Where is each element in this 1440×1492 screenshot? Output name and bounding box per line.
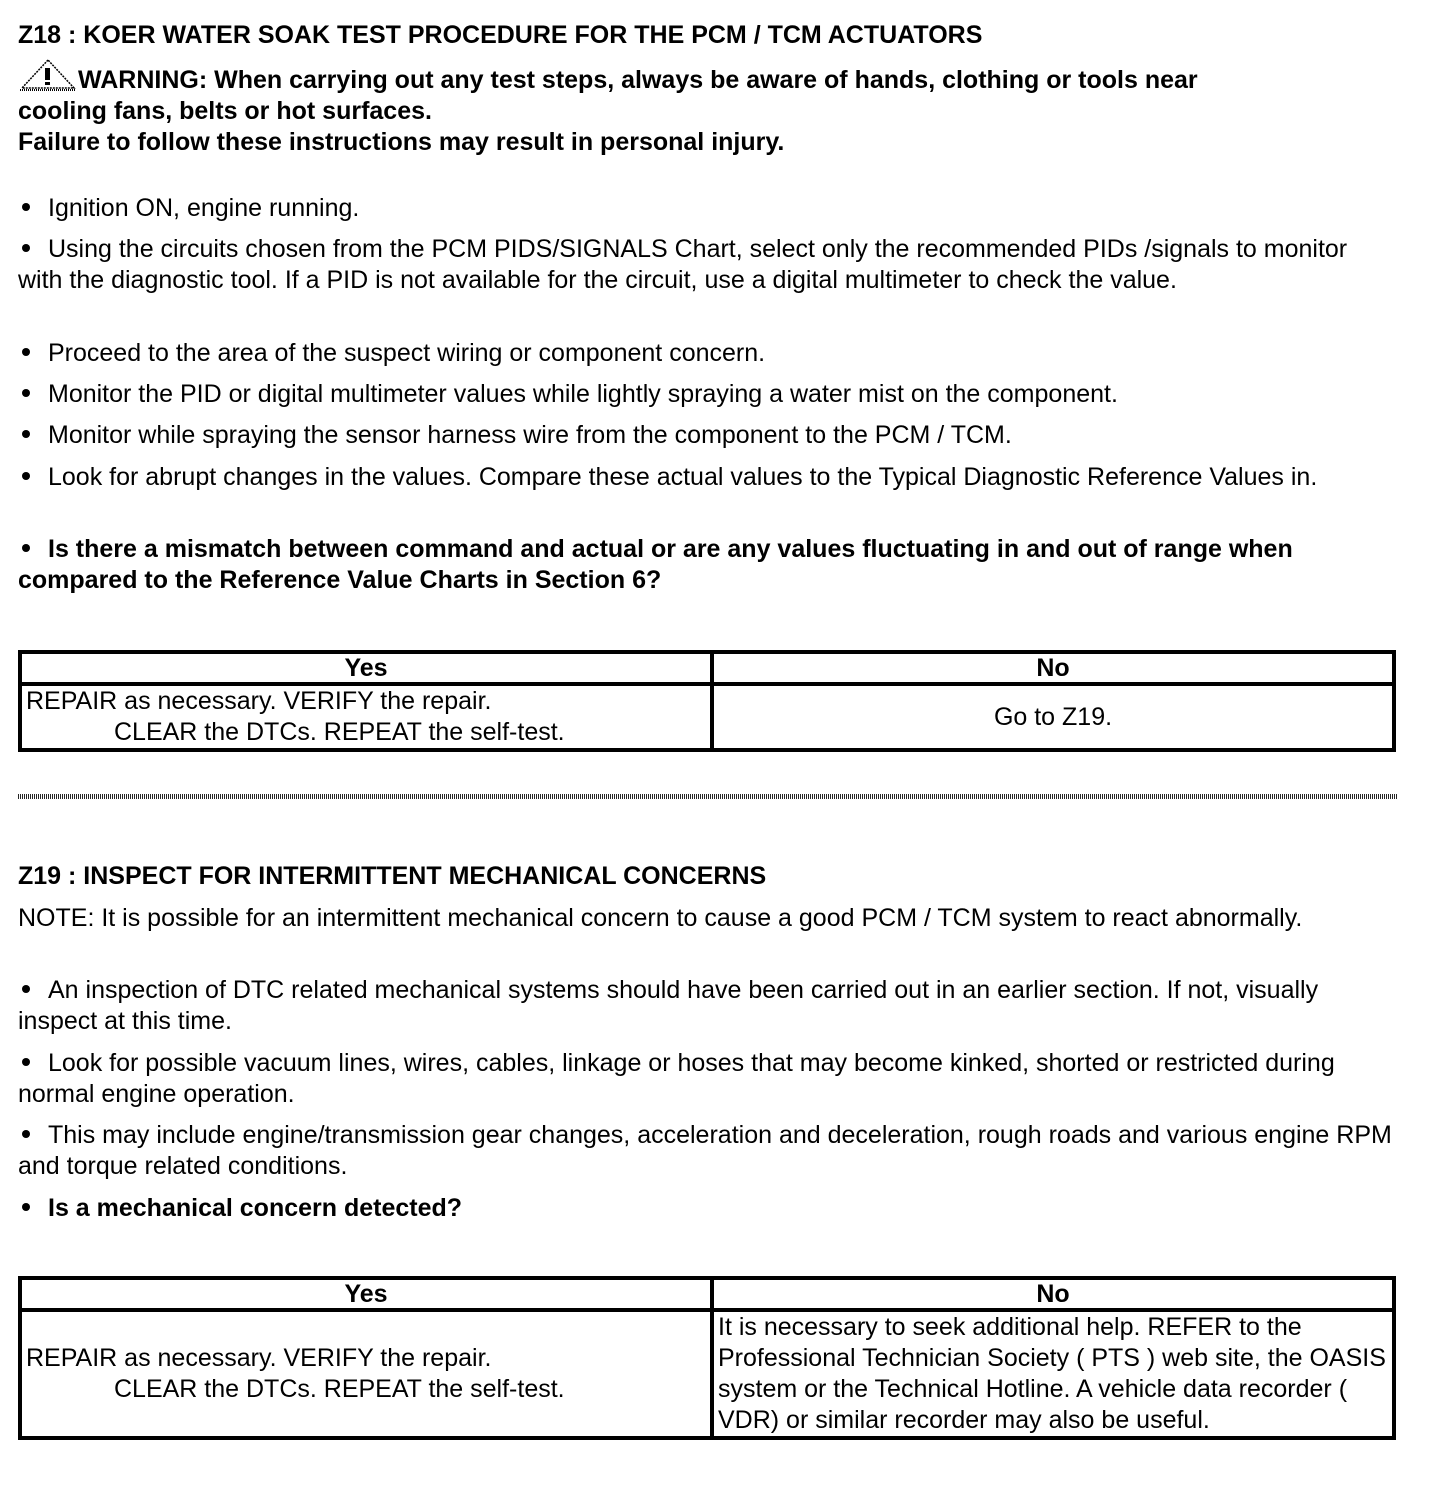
question-z18: Is there a mismatch between command and actual or are any values fluctuating in and out of range when compared to the Reference Value Charts in Section 6? bbox=[18, 535, 1293, 594]
list-item: Look for possible vacuum lines, wires, cables, linkage or hoses that may become kinked, shorted or restricted during normal engine operation. bbox=[18, 1049, 1335, 1108]
no-header: No bbox=[712, 652, 1394, 684]
decision-table-z18 bbox=[18, 650, 1396, 752]
section-title-z19: Z19 : INSPECT FOR INTERMITTENT MECHANICAL CONCERNS bbox=[18, 862, 767, 890]
no-cell-goto-z19[interactable]: Go to Z19. bbox=[712, 684, 1394, 750]
yes-header: Yes bbox=[20, 1278, 712, 1310]
bullet-icon bbox=[22, 244, 30, 252]
list-item: Look for abrupt changes in the values. Compare these actual values to the Typical Diagnostic Reference Values in. bbox=[18, 462, 1398, 493]
bullet-icon bbox=[22, 430, 30, 438]
bullet-icon bbox=[22, 389, 30, 397]
yes-header: Yes bbox=[20, 652, 712, 684]
warning-line-2: cooling fans, belts or hot surfaces. bbox=[18, 97, 432, 125]
yes-line-1: REPAIR as necessary. VERIFY the repair. bbox=[26, 1344, 492, 1372]
bullet-icon bbox=[22, 348, 30, 356]
bullet-icon bbox=[22, 472, 30, 480]
list-item: Using the circuits chosen from the PCM PIDS/SIGNALS Chart, select only the recommended PIDs /signals to monitor with the diagnostic tool. If a PID is not available for the circuit, use a digital multimeter to check the value. bbox=[18, 235, 1348, 294]
yes-line-2: CLEAR the DTCs. REPEAT the self-test. bbox=[114, 1375, 565, 1403]
table-header-row bbox=[20, 652, 1394, 684]
note-z19: NOTE: It is possible for an intermittent mechanical concern to cause a good PCM / TCM system to react abnormally. bbox=[18, 904, 1303, 932]
question-z19: Is a mechanical concern detected? bbox=[18, 1193, 1398, 1224]
warning-line-3: Failure to follow these instructions may result in personal injury. bbox=[18, 128, 785, 156]
decision-table-z19 bbox=[18, 1276, 1396, 1440]
table-row bbox=[20, 684, 1394, 750]
yes-cell bbox=[20, 684, 712, 750]
yes-line-1: REPAIR as necessary. VERIFY the repair. bbox=[26, 687, 492, 715]
no-cell: It is necessary to seek additional help. REFER to the Professional Technician Society ( PTS ) web site, the OASIS system or the Technical Hotline. A vehicle data recorder ( VDR) or similar recorder may also be useful. bbox=[712, 1310, 1394, 1438]
list-item: This may include engine/transmission gear changes, acceleration and deceleration, rough roads and various engine RPM and torque related conditions. bbox=[18, 1121, 1392, 1180]
bullet-icon bbox=[22, 1203, 30, 1211]
list-item: An inspection of DTC related mechanical systems should have been carried out in an earlier section. If not, visually inspect at this time. bbox=[18, 976, 1319, 1035]
bullet-icon bbox=[22, 985, 30, 993]
section-divider bbox=[18, 794, 1398, 799]
list-item: Ignition ON, engine running. bbox=[18, 193, 1398, 224]
bullet-icon bbox=[22, 544, 30, 552]
warning-line-1: WARNING: When carrying out any test steps, always be aware of hands, clothing or tools near bbox=[78, 66, 1198, 94]
yes-line-2: CLEAR the DTCs. REPEAT the self-test. bbox=[114, 718, 565, 746]
bullet-icon bbox=[22, 203, 30, 211]
section-title-z18: Z18 : KOER WATER SOAK TEST PROCEDURE FOR THE PCM / TCM ACTUATORS bbox=[18, 21, 983, 49]
list-item: Monitor while spraying the sensor harness wire from the component to the PCM / TCM. bbox=[18, 420, 1398, 451]
bullet-icon bbox=[22, 1058, 30, 1066]
warning-block bbox=[18, 62, 1398, 158]
table-header-row bbox=[20, 1278, 1394, 1310]
no-header: No bbox=[712, 1278, 1394, 1310]
bullet-icon bbox=[22, 1130, 30, 1138]
list-item: Proceed to the area of the suspect wiring or component concern. bbox=[18, 338, 1398, 369]
warning-triangle-icon bbox=[18, 58, 78, 92]
table-row bbox=[20, 1310, 1394, 1438]
yes-cell bbox=[20, 1310, 712, 1438]
list-item: Monitor the PID or digital multimeter values while lightly spraying a water mist on the component. bbox=[18, 379, 1398, 410]
